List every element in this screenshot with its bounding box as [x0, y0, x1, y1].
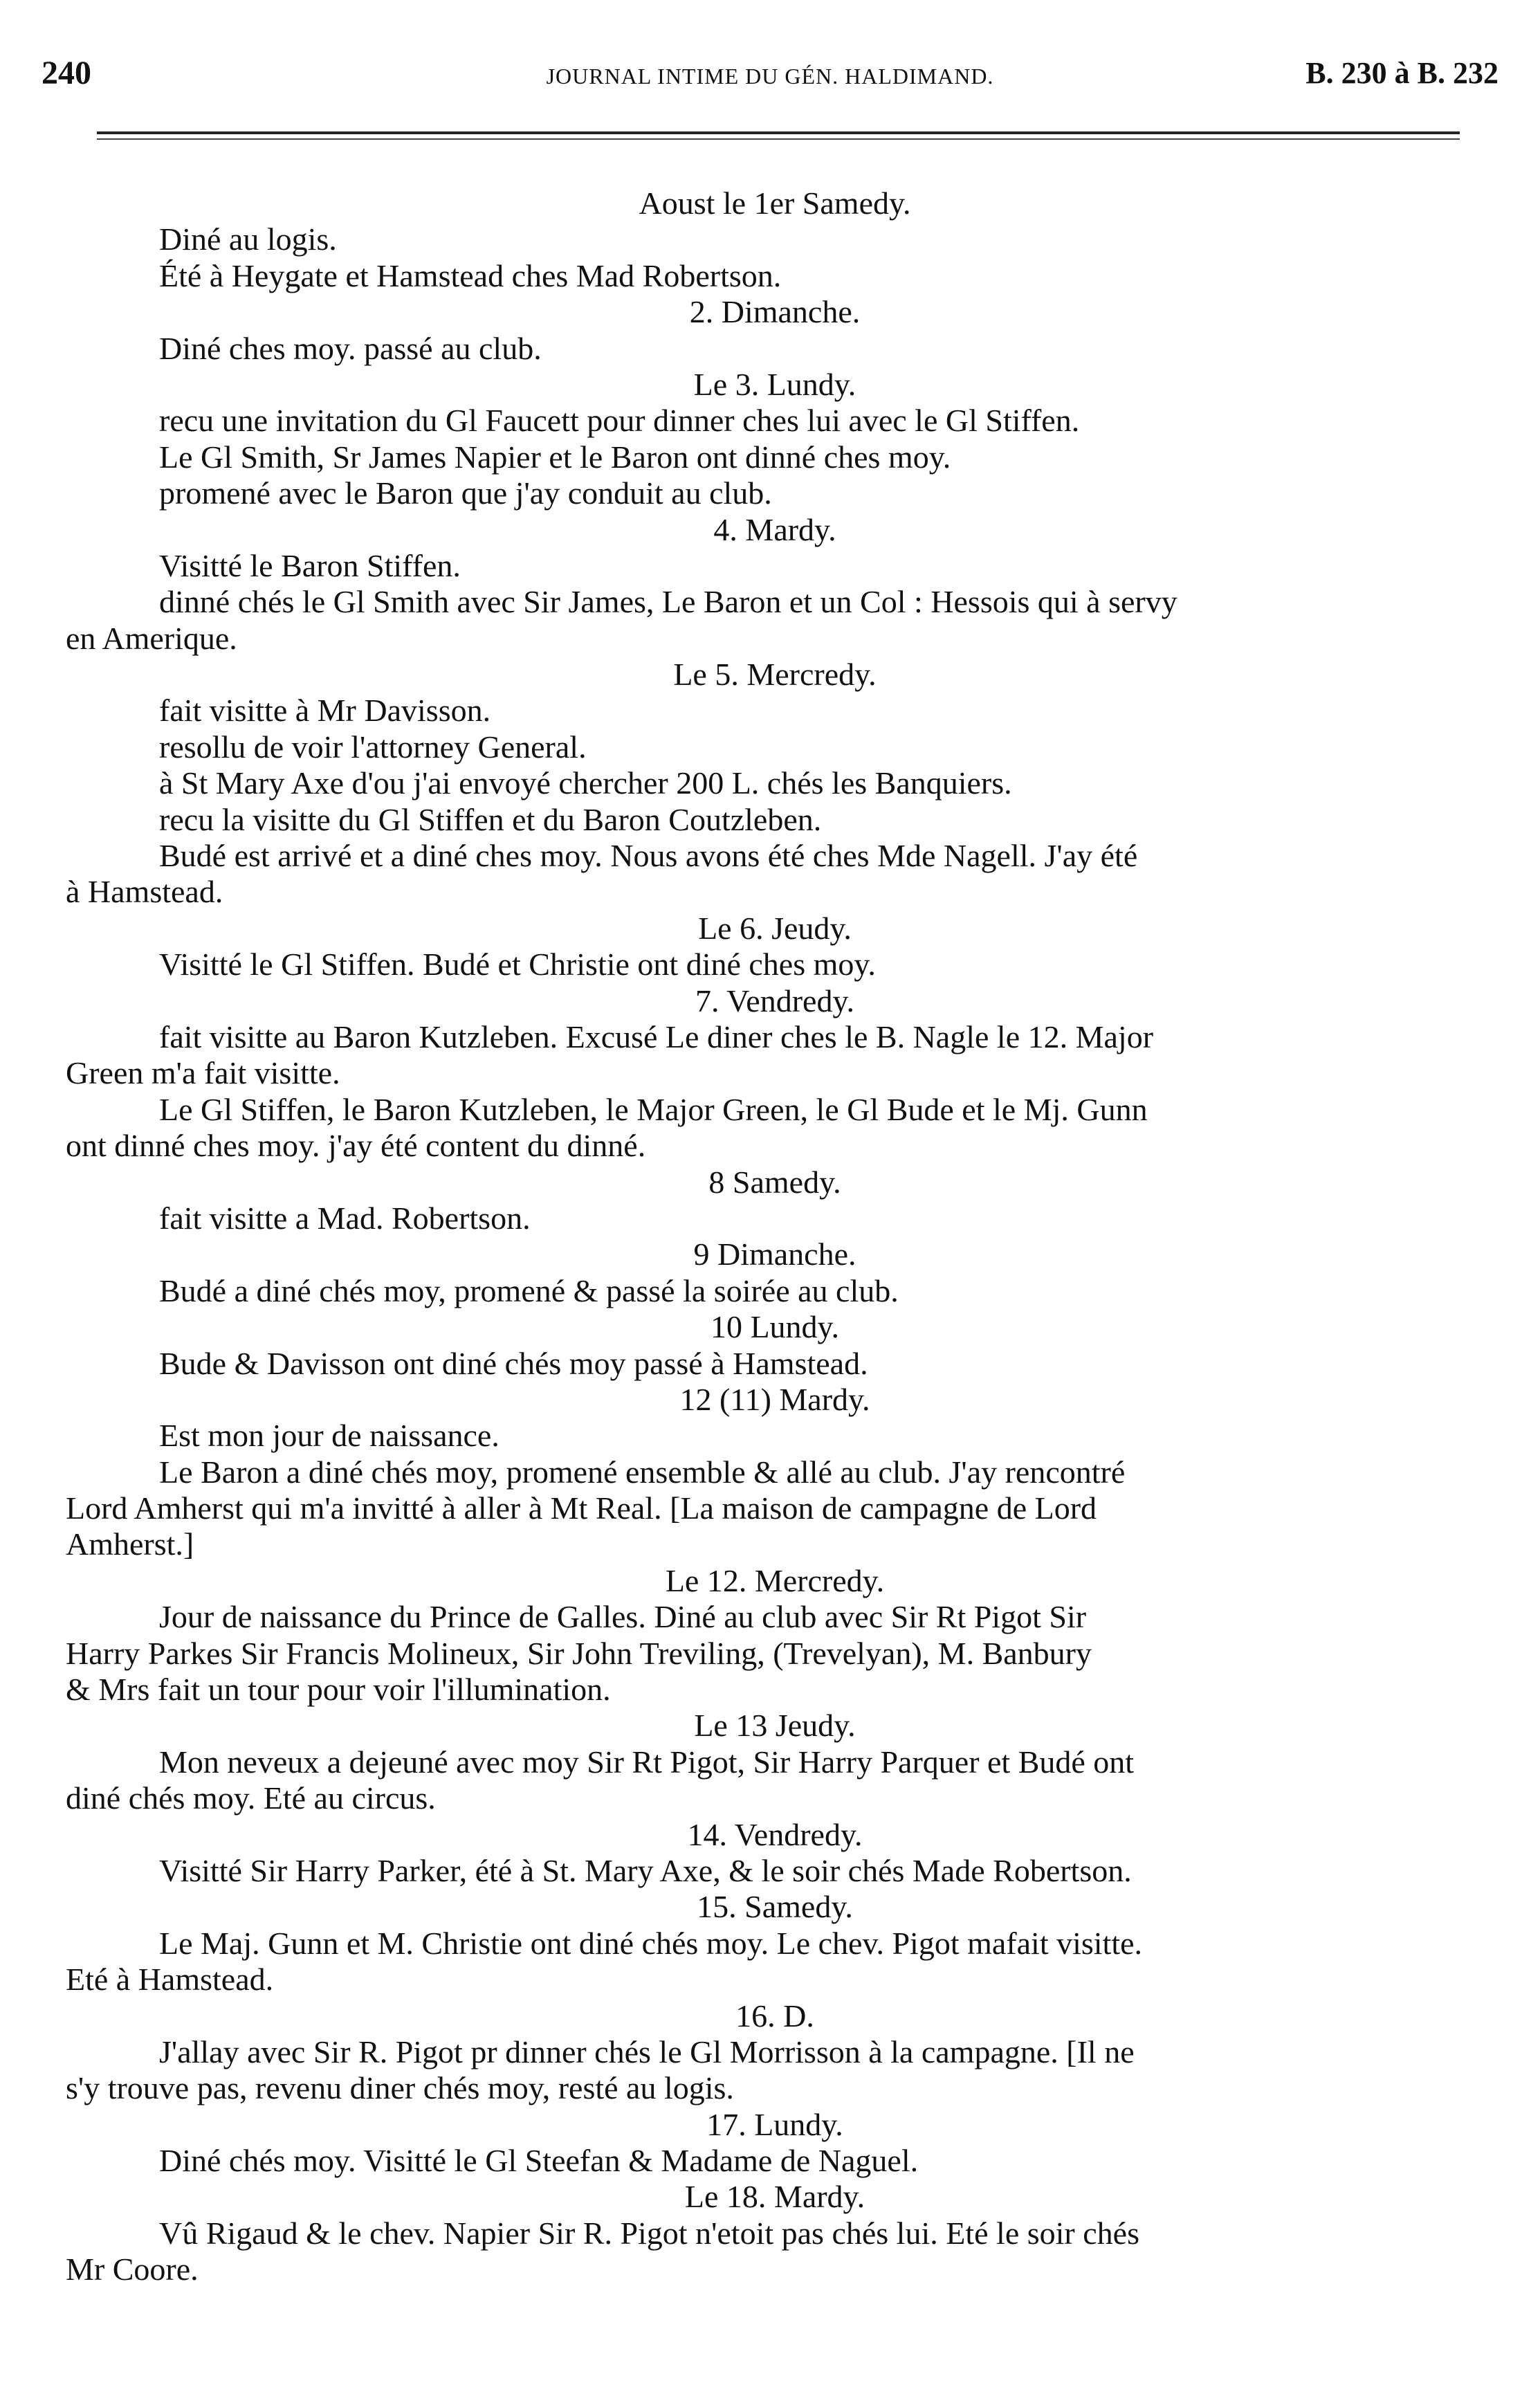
journal-line: Harry Parkes Sir Francis Molineux, Sir John Treviling, (Trevelyan), M. Banbury [66, 1635, 1092, 1671]
journal-line: fait visitte à Mr Davisson. [159, 693, 491, 729]
entry-date: Le 6. Jeudy. [698, 910, 852, 946]
journal-line: recu la visitte du Gl Stiffen et du Baron Coutzleben. [159, 801, 822, 837]
journal-line: Été à Heygate et Hamstead ches Mad Robertson. [159, 257, 782, 293]
entry-date: 15. Samedy. [697, 1889, 853, 1925]
journal-line: à St Mary Axe d'ou j'ai envoyé chercher 200 L. chés les Banquiers. [159, 765, 1012, 801]
header-rule [97, 131, 1460, 134]
journal-line: Est mon jour de naissance. [159, 1418, 499, 1454]
entry-date: Aoust le 1er Samedy. [639, 185, 911, 221]
journal-line: Diné chés moy. Visitté le Gl Steefan & Madame de Naguel. [159, 2143, 919, 2179]
entry-date: 17. Lundy. [706, 2106, 843, 2142]
journal-line: Jour de naissance du Prince de Galles. Diné au club avec Sir Rt Pigot Sir [159, 1599, 1087, 1635]
entry-date: 14. Vendredy. [687, 1816, 863, 1852]
journal-line: Visitté le Baron Stiffen. [159, 547, 461, 583]
entry-date: Le 3. Lundy. [693, 366, 856, 402]
journal-line: Mr Coore. [66, 2251, 199, 2287]
journal-line: resollu de voir l'attorney General. [159, 729, 587, 765]
entry-date: 9 Dimanche. [693, 1236, 856, 1272]
journal-line: Green m'a fait visitte. [66, 1055, 340, 1091]
journal-line: dinné chés le Gl Smith avec Sir James, Le Baron et un Col : Hessois qui à servy [159, 584, 1177, 620]
entry-date: Le 13 Jeudy. [694, 1708, 856, 1744]
journal-line: Visitté Sir Harry Parker, été à St. Mary Axe, & le soir chés Made Robertson. [159, 1852, 1132, 1888]
journal-line: Budé est arrivé et a diné ches moy. Nous avons été ches Mde Nagell. J'ay été [159, 838, 1138, 874]
journal-line: Le Gl Stiffen, le Baron Kutzleben, le Major Green, le Gl Bude et le Mj. Gunn [159, 1091, 1148, 1127]
entry-date: 10 Lundy. [710, 1309, 840, 1345]
page-number: 240 [42, 55, 91, 91]
page-header [42, 54, 1498, 102]
entry-date: Le 5. Mercredy. [673, 657, 877, 693]
running-title: JOURNAL INTIME DU GÉN. HALDIMAND. [546, 64, 994, 89]
journal-line: Eté à Hamstead. [66, 1962, 274, 1998]
journal-text [66, 185, 1456, 2288]
entry-date: 4. Mardy. [713, 511, 836, 547]
journal-line: Le Maj. Gunn et M. Christie ont diné chés moy. Le chev. Pigot mafait visitte. [159, 1925, 1143, 1961]
journal-line: Mon neveux a dejeuné avec moy Sir Rt Pigot, Sir Harry Parquer et Budé ont [159, 1744, 1135, 1780]
journal-line: à Hamstead. [66, 874, 223, 910]
header-rule-thin [97, 138, 1460, 140]
archive-reference: B. 230 à B. 232 [1305, 56, 1498, 90]
journal-line: en Amerique. [66, 620, 237, 656]
journal-line: Le Gl Smith, Sr James Napier et le Baron ont dinné ches moy. [159, 439, 951, 475]
entry-date: 16. D. [735, 1998, 814, 2034]
journal-line: Vû Rigaud & le chev. Napier Sir R. Pigot n'etoit pas chés lui. Eté le soir chés [159, 2215, 1139, 2251]
journal-line: recu une invitation du Gl Faucett pour dinner ches lui avec le Gl Stiffen. [159, 403, 1080, 439]
journal-line: promené avec le Baron que j'ay conduit au club. [159, 475, 772, 511]
journal-line: s'y trouve pas, revenu diner chés moy, resté au logis. [66, 2070, 734, 2106]
journal-line: Amherst.] [66, 1526, 194, 1562]
journal-line: Bude & Davisson ont diné chés moy passé à Hamstead. [159, 1345, 868, 1381]
journal-line: fait visitte au Baron Kutzleben. Excusé Le diner ches le B. Nagle le 12. Major [159, 1018, 1154, 1054]
journal-line: & Mrs fait un tour pour voir l'illumination. [66, 1672, 611, 1708]
journal-line: diné chés moy. Eté au circus. [66, 1780, 436, 1816]
journal-line: Diné au logis. [159, 221, 337, 257]
journal-line: J'allay avec Sir R. Pigot pr dinner chés le Gl Morrisson à la campagne. [Il ne [159, 2034, 1135, 2069]
journal-line: Lord Amherst qui m'a invitté à aller à Mt Real. [La maison de campagne de Lord [66, 1490, 1097, 1526]
journal-line: Budé a diné chés moy, promené & passé la soirée au club. [159, 1272, 899, 1308]
entry-date: 12 (11) Mardy. [679, 1381, 870, 1417]
entry-date: Le 12. Mercredy. [665, 1562, 885, 1598]
journal-line: Visitté le Gl Stiffen. Budé et Christie ont diné ches moy. [159, 947, 876, 983]
journal-line: ont dinné ches moy. j'ay été content du dinné. [66, 1128, 646, 1164]
journal-line: fait visitte a Mad. Robertson. [159, 1200, 531, 1236]
entry-date: 2. Dimanche. [689, 294, 861, 330]
entry-date: Le 18. Mardy. [684, 2179, 865, 2215]
journal-line: Le Baron a diné chés moy, promené ensemble & allé au club. J'ay rencontré [159, 1454, 1126, 1490]
journal-line: Diné ches moy. passé au club. [159, 330, 542, 366]
entry-date: 7. Vendredy. [695, 983, 854, 1018]
entry-date: 8 Samedy. [708, 1164, 841, 1200]
